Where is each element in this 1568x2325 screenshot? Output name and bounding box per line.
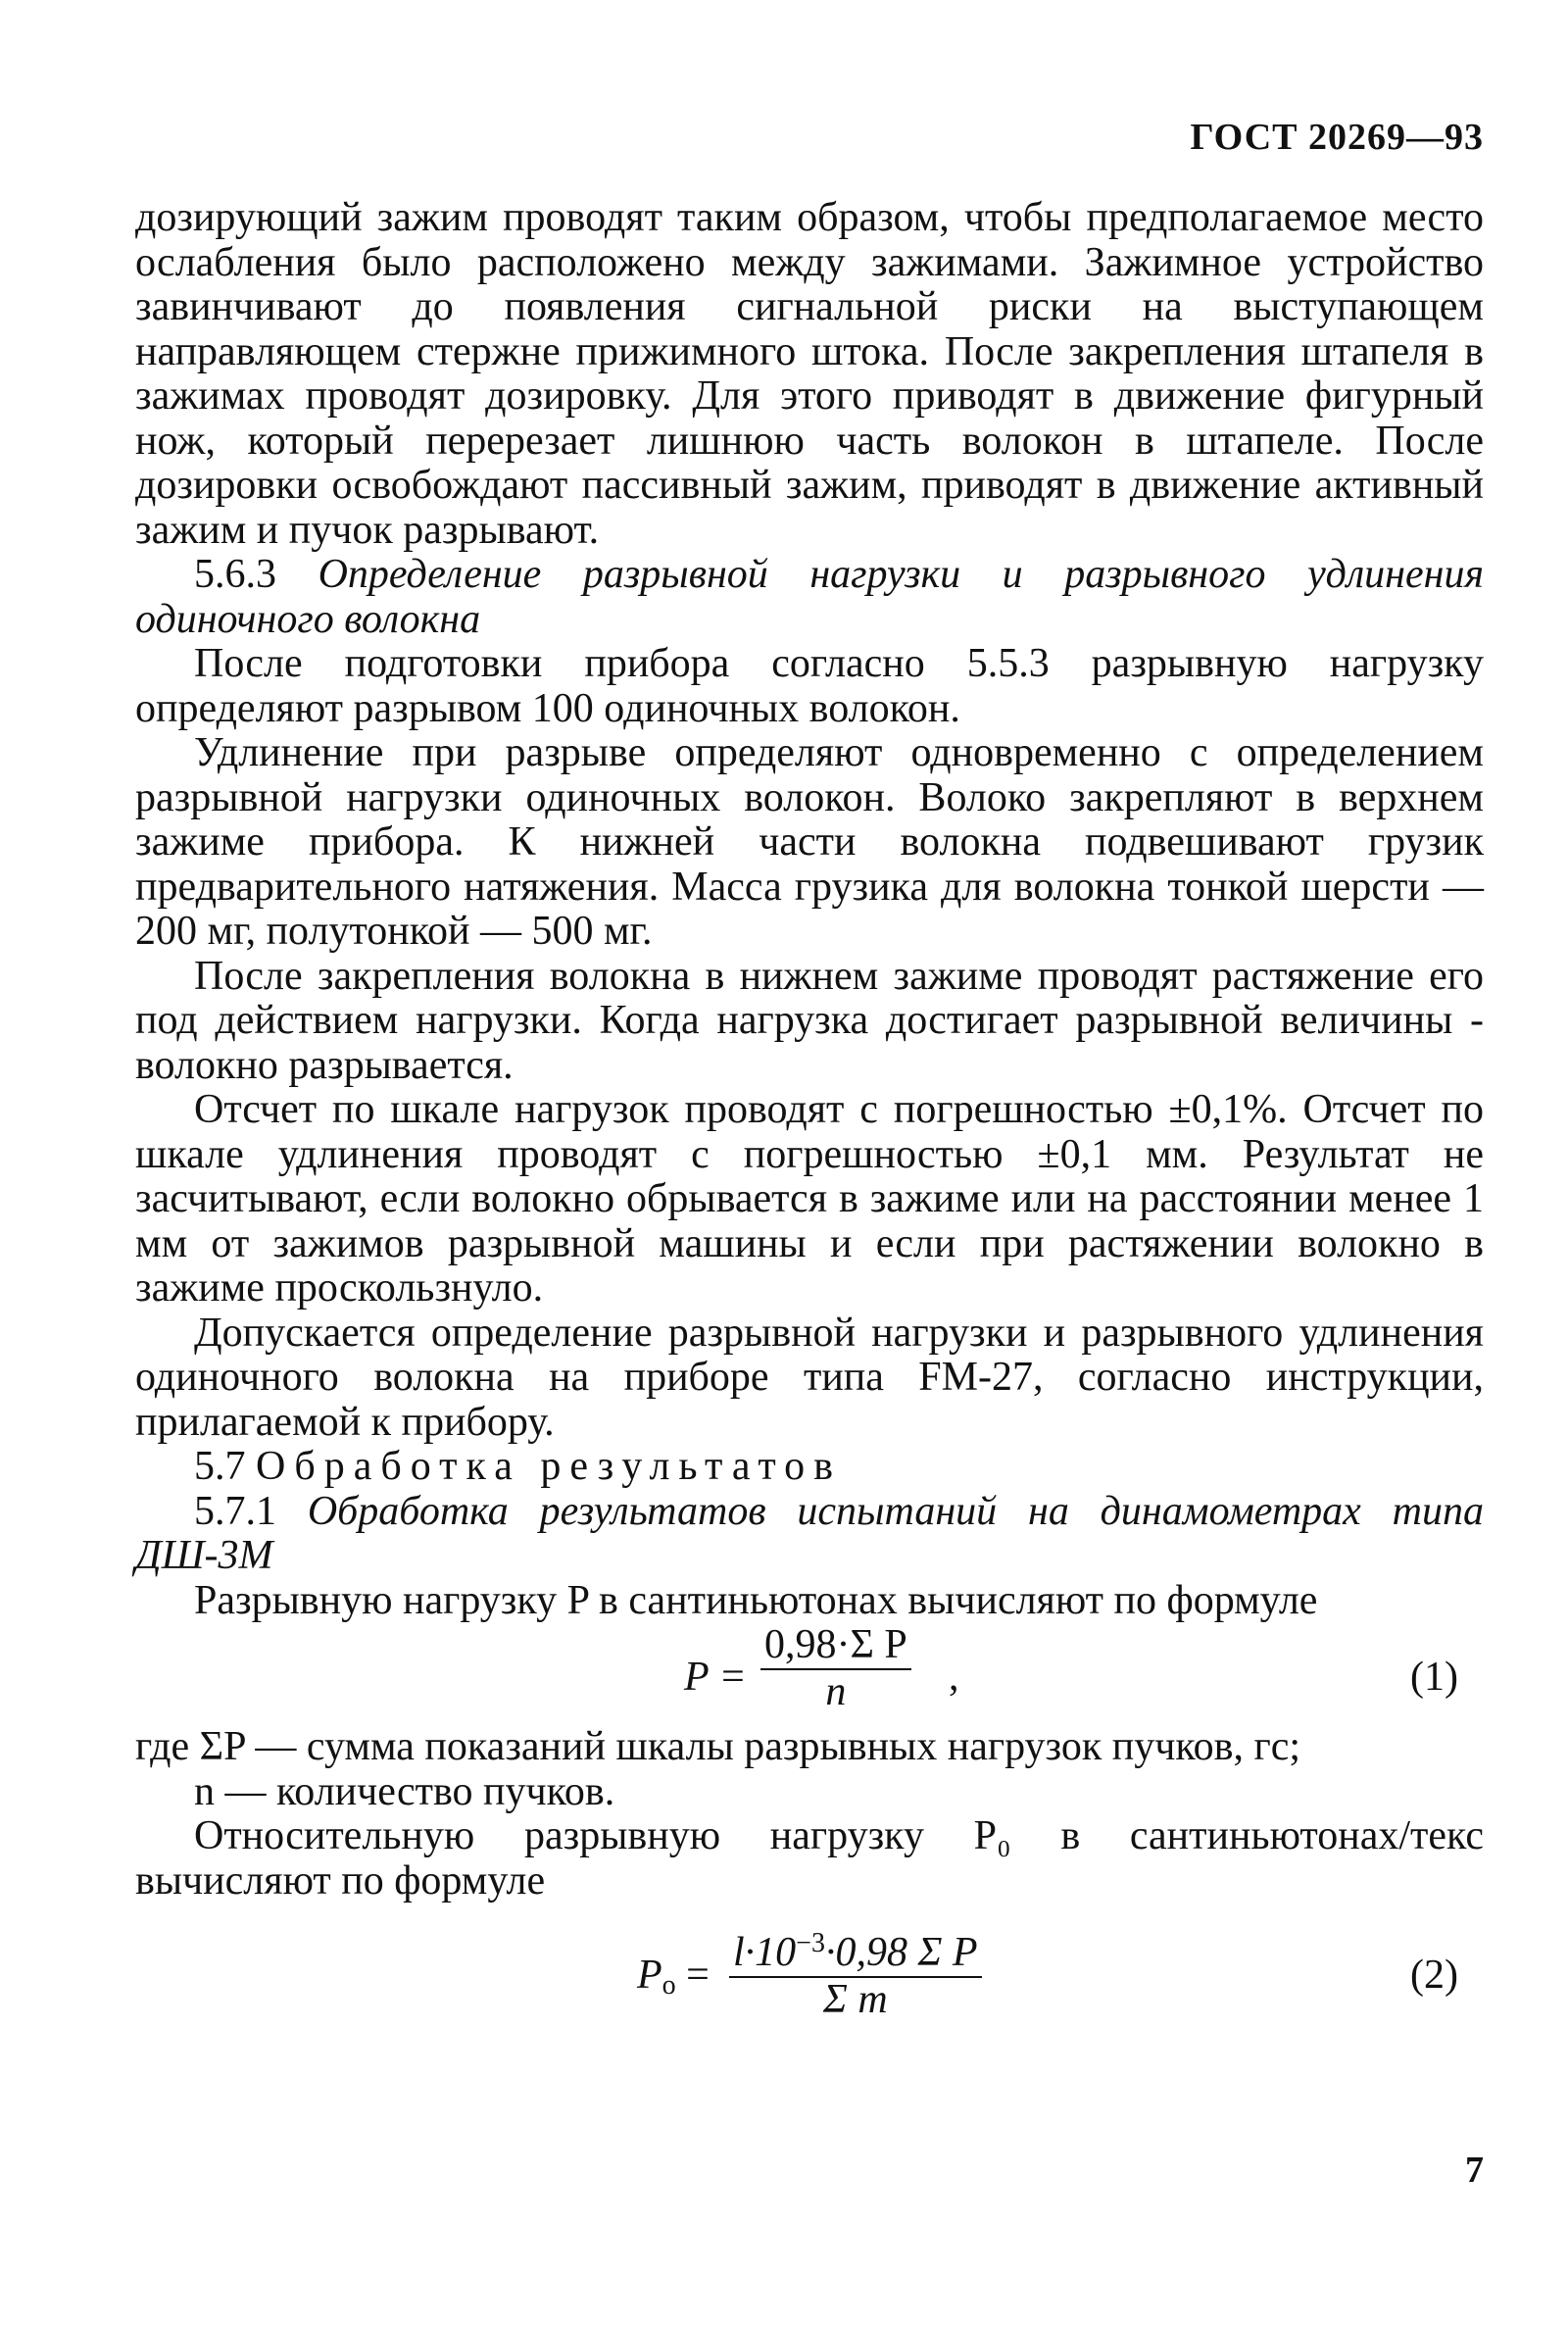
page-number: 7 [1465,2150,1484,2191]
formula-comma: , [949,1655,959,1700]
paragraph: Относительную разрывную нагрузку P₀ в сантиньютонах/текс вычисляют по формуле [135,1813,1484,1904]
section-title: Обработка результатов испытаний на динамометрах типа ДШ-3М [135,1488,1484,1578]
equation-number: (1) [1410,1655,1458,1700]
section-title: Обработка результатов [256,1444,843,1489]
paragraph: Разрывную нагрузку P в сантиньютонах вычисляют по формуле [194,1577,1318,1623]
section-title: Определение разрывной нагрузки и разрывного удлинения одиночного волокна [135,552,1484,642]
equation-number: (2) [1410,1953,1458,1998]
section-number: 5.7.1 [194,1488,276,1534]
paragraph: После подготовки прибора согласно 5.5.3 разрывную нагрузку определяют разрывом 100 одиночных волокон. [135,641,1484,731]
formula-fraction [760,1623,911,1714]
formula-numerator: $l\cdot 10^{-3}\cdot 0,98$ Σ P [733,1928,978,1975]
paragraph: После закрепления волокна в нижнем зажиме проводят растяжение его под действием нагрузки. Когда нагрузка достигает разрывной величины - волокно разрывается. [135,953,1484,1088]
paragraph: Удлинение при разрыве определяют одновременно с определением разрывной нагрузки одиночных волокон. Волоко закрепляют в верхнем зажиме прибора. К нижней части волокна подвешивают грузик предварительного натяжения. Масса грузика для волокна тонкой шерсти — 200 мг, полутонкой — 500 мг. [135,730,1484,954]
paragraph: дозирующий зажим проводят таким образом, чтобы предполагаемое место ослабления было расположено между зажимами. Зажимное устройство завинчивают до появления сигнальной риски на выступающем направляющем стержне прижимного штока. После закрепления штапеля в зажимах проводят дозировку. Для этого приводят в движение фигурный нож, который перерезает лишнюю часть волокон в штапеле. После дозировки освобождают пассивный зажим, приводят в движение активный зажим и пучок разрывают. [135,195,1484,553]
section-heading-5-7-1 [135,1490,1484,1579]
formula-denominator: Σ m [822,1976,888,2022]
formula-denominator: n [825,1668,847,1714]
formula-numerator: 0,98·Σ P [764,1622,907,1667]
where-clause: n — количество пучков. [194,1768,615,1814]
formula-lhs: P = [684,1655,747,1700]
paragraph: Отсчет по шкале нагрузок проводят с погрешностью ±0,1%. Отсчет по шкале удлинения проводят с погрешностью ±0,1 мм. Результат не засчитывают, если волокно обрывается в зажиме или на расстоянии менее 1 мм от зажимов разрывной машины и если при растяжении волокно в зажиме проскользнуло. [135,1087,1484,1311]
paragraph: Допускается определение разрывной нагрузки и разрывного удлинения одиночного волокна на приборе типа FM-27, согласно инструкции, прилагаемой к прибору. [135,1310,1484,1445]
section-heading-5-6-3 [135,553,1484,642]
document-code: ГОСТ 20269—93 [1190,117,1484,158]
formula-2 [135,1921,1484,2039]
formula-1 [135,1623,1484,1725]
formula-lhs: $P_о$ = [637,1953,710,2001]
section-number: 5.7 [194,1444,246,1489]
section-heading-5-7 [135,1445,1484,1490]
formula-fraction [729,1921,982,2022]
section-number: 5.6.3 [194,552,276,597]
document-body [135,196,1484,2039]
where-clause: где ΣP — сумма показаний шкалы разрывных нагрузок пучков, гс; [135,1724,1301,1769]
